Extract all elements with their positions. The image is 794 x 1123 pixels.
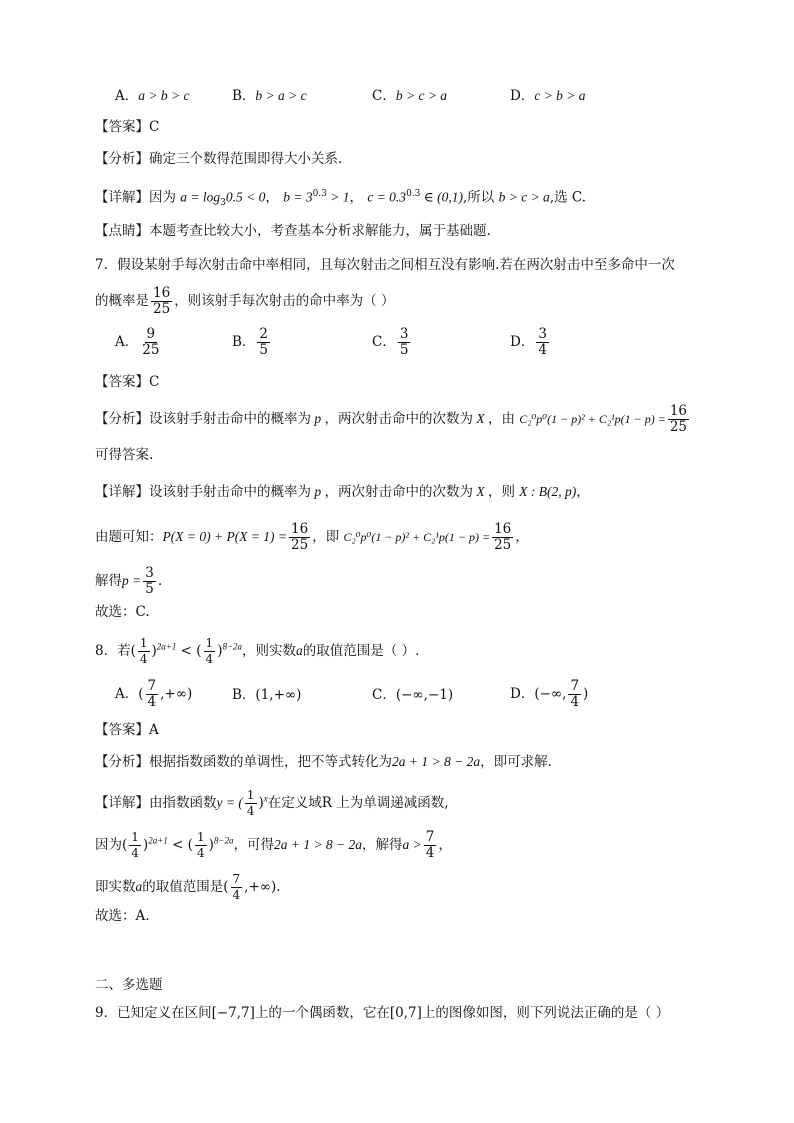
q8-stem: 8．若( $\frac{1}{4}$ )$^{2a+1}$ < ( $\frac{1}{4}$ )$^{8-2a}$，则实数a的取值范围是（ ）. xyxy=(95,636,420,666)
q8-detail: 【详解】由指数函数y = ( $\frac{1}{4}$ )$^x$在定义域R 上为单调递减函数, xyxy=(95,788,449,818)
q6-answer: 【答案】C xyxy=(95,119,160,135)
q7-option-a: A． $\frac{9}{25}$ xyxy=(115,326,160,358)
q6-analysis: 【分析】确定三个数得范围即得大小关系. xyxy=(95,151,343,167)
q7-stem-line2: 的概率是 $\frac{16}{25}$ ，则该射手每次射击的命中率为（ ） xyxy=(95,285,395,317)
q7-answer: 【答案】C xyxy=(95,374,160,390)
q8-answer: 【答案】A xyxy=(95,722,159,738)
q7-detail-line2: 由题可知：P(X = 0) + P(X = 1) = $\frac{16}{25}$ ，即 C₂⁰p⁰(1 − p)² + C₂¹p(1 − p) = $\frac{16}{25}$ ， xyxy=(95,521,529,553)
q6-option-a: A．a > b > c xyxy=(115,88,190,104)
q8-analysis: 【分析】根据指数函数的单调性，把不等式转化为2a + 1 > 8 − 2a，即可求解. xyxy=(95,754,552,770)
q7-stem-line1: 7．假设某射手每次射击命中率相同，且每次射击之间相互没有影响.若在两次射击中至多命中一次 xyxy=(95,257,675,273)
q6-option-b: B．b > a > c xyxy=(232,88,307,104)
q6-comment: 【点睛】本题考查比较大小，考查基本分析求解能力，属于基础题. xyxy=(95,223,491,239)
q7-analysis-end: 可得答案. xyxy=(95,447,154,463)
q6-detail: 【详解】因为 $a = \log_30.5 < 0$， $b = 3^{0.3} > 1$， $c = 0.3^{0.3}$ ∈ (0,1),所以 b > c > a,选 C. xyxy=(95,189,587,209)
q7-option-b: B． $\frac{2}{5}$ xyxy=(232,326,269,358)
q8-option-a: A．( $\frac{7}{4}$ ,+∞) xyxy=(115,678,193,710)
q7-option-d: D． $\frac{3}{4}$ xyxy=(510,326,547,358)
q6-option-d: D．c > b > a xyxy=(510,88,586,104)
q7-choose: 故选：C. xyxy=(95,604,150,620)
q8-choose: 故选：A. xyxy=(95,908,150,924)
q9-stem: 9．已知定义在区间[−7,7]上的一个偶函数，它在[0,7]上的图像如图，则下列说法正确的是（ ） xyxy=(95,1005,670,1021)
q8-option-c: C．(−∞,−1) xyxy=(372,687,454,703)
q8-detail-line3: 即实数a的取值范围是( $\frac{7}{4}$ ,+∞). xyxy=(95,872,281,902)
q7-option-c: C． $\frac{3}{5}$ xyxy=(372,326,409,358)
q6-option-c: C．b > c > a xyxy=(372,88,448,104)
q7-detail: 【详解】设该射手射击命中的概率为 p ，两次射击命中的次数为 X ，则 X : B(2, p)， xyxy=(95,484,590,500)
q7-solve: 解得p = $\frac{3}{5}$ . xyxy=(95,565,163,597)
q8-detail-line2: 因为( $\frac{1}{4}$ )$^{2a+1}$ < ( $\frac{1}{4}$ )$^{8-2a}$，可得2a + 1 > 8 − 2a，解得a > $\frac{7}{4}$ ， xyxy=(95,829,452,861)
q7-analysis: 【分析】设该射手射击命中的概率为 p ，两次射击命中的次数为 X ，由 C₂⁰p⁰(1 − p)² + C₂¹p(1 − p) = $\frac{16}{25}$ xyxy=(95,403,688,435)
q8-option-b: B．(1,+∞) xyxy=(232,687,302,703)
q8-option-d: D．(−∞, $\frac{7}{4}$ ) xyxy=(510,678,589,710)
section-title: 二、多选题 xyxy=(95,977,163,993)
